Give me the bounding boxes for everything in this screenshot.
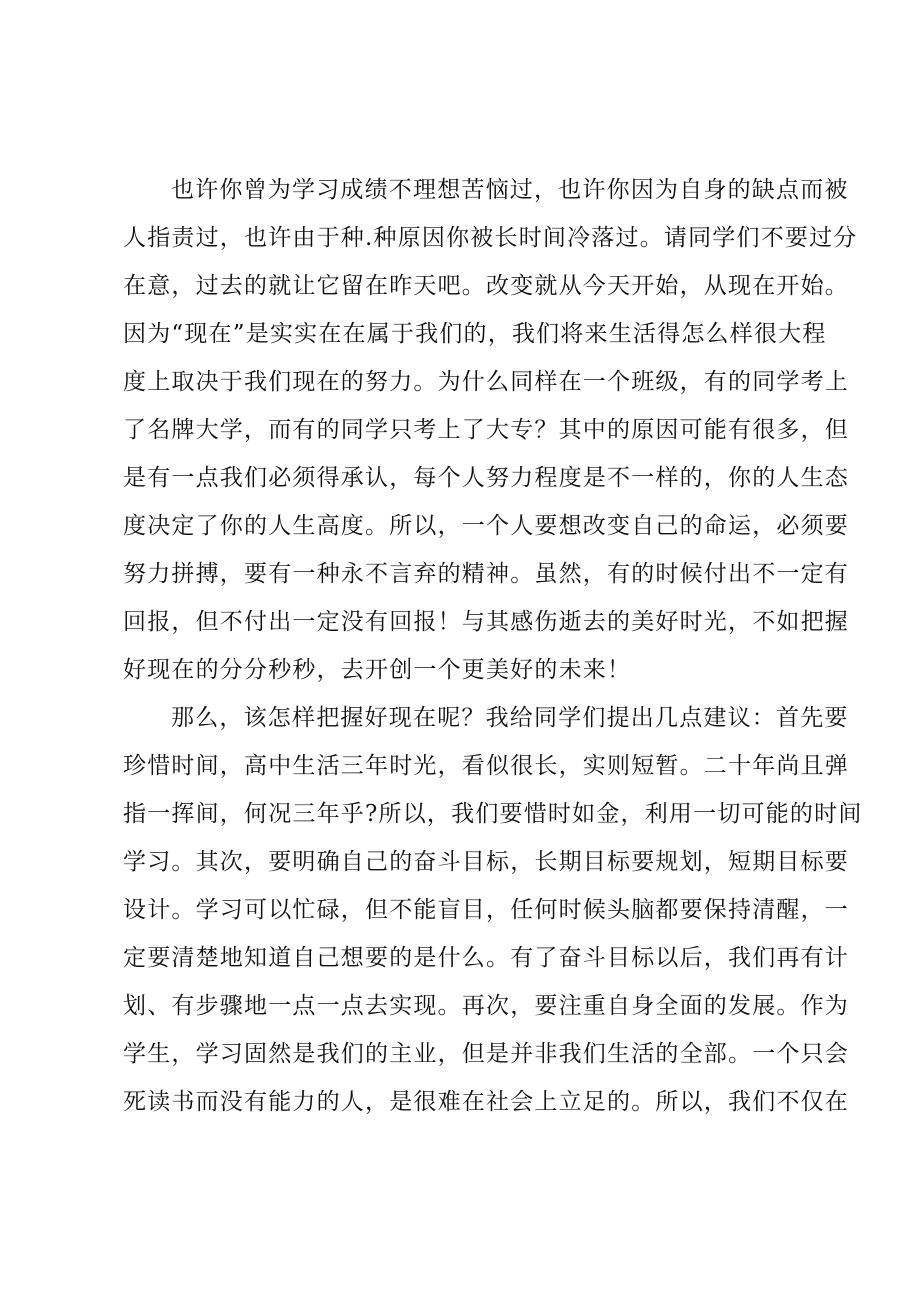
paragraph-2-line-2: 珍惜时间，高中生活三年时光，看似很长，实则短暂。二十年尚且弹 [123,753,849,779]
paragraph-2-line-5: 设计。学习可以忙碌，但不能盲目，任何时候头脑都要保持清醒，一 [123,897,849,923]
paragraph-2-line-1: 那么，该怎样把握好现在呢？我给同学们提出几点建议：首先要 [171,705,849,731]
paragraph-2-line-4: 学习。其次，要明确自己的奋斗目标，长期目标要规划，短期目标要 [123,849,849,875]
paragraph-2-line-7: 划、有步骤地一点一点去实现。再次，要注重自身全面的发展。作为 [123,993,849,1019]
paragraph-1-line-3: 在意，过去的就让它留在昨天吧。改变就从今天开始，从现在开始。 [123,273,849,299]
paragraph-2-line-8: 学生，学习固然是我们的主业，但是并非我们生活的全部。一个只会 [123,1041,849,1067]
paragraph-1-line-6: 了名牌大学，而有的同学只考上了大专？其中的原因可能有很多，但 [123,417,849,443]
paragraph-2-line-3: 指一挥间，何况三年乎?所以，我们要惜时如金，利用一切可能的时间 [123,801,863,827]
document-body [123,166,863,1126]
paragraph-2-line-6: 定要清楚地知道自己想要的是什么。有了奋斗目标以后，我们再有计 [123,945,849,971]
paragraph-1-line-9: 努力拼搏，要有一种永不言弃的精神。虽然，有的时候付出不一定有 [123,561,849,587]
paragraph-1-line-11: 好现在的分分秒秒，去开创一个更美好的未来！ [123,657,632,683]
paragraph-1-line-5: 度上取决于我们现在的努力。为什么同样在一个班级，有的同学考上 [123,369,849,395]
paragraph-1-line-10: 回报，但不付出一定没有回报！与其感伤逝去的美好时光，不如把握 [123,609,849,635]
paragraph-1-line-8: 度决定了你的人生高度。所以，一个人要想改变自己的命运，必须要 [123,513,849,539]
paragraph-2-line-9: 死读书而没有能力的人，是很难在社会上立足的。所以，我们不仅在 [123,1089,849,1115]
paragraph-1-line-7: 是有一点我们必须得承认，每个人努力程度是不一样的，你的人生态 [123,465,849,491]
paragraph-1-line-1: 也许你曾为学习成绩不理想苦恼过，也许你因为自身的缺点而被 [171,177,849,203]
paragraph-1-line-2: 人指责过，也许由于种.种原因你被长时间冷落过。请同学们不要过分 [123,225,858,251]
paragraph-1-line-4: 因为“现在”是实实在在属于我们的，我们将来生活得怎么样很大程 [123,321,827,347]
